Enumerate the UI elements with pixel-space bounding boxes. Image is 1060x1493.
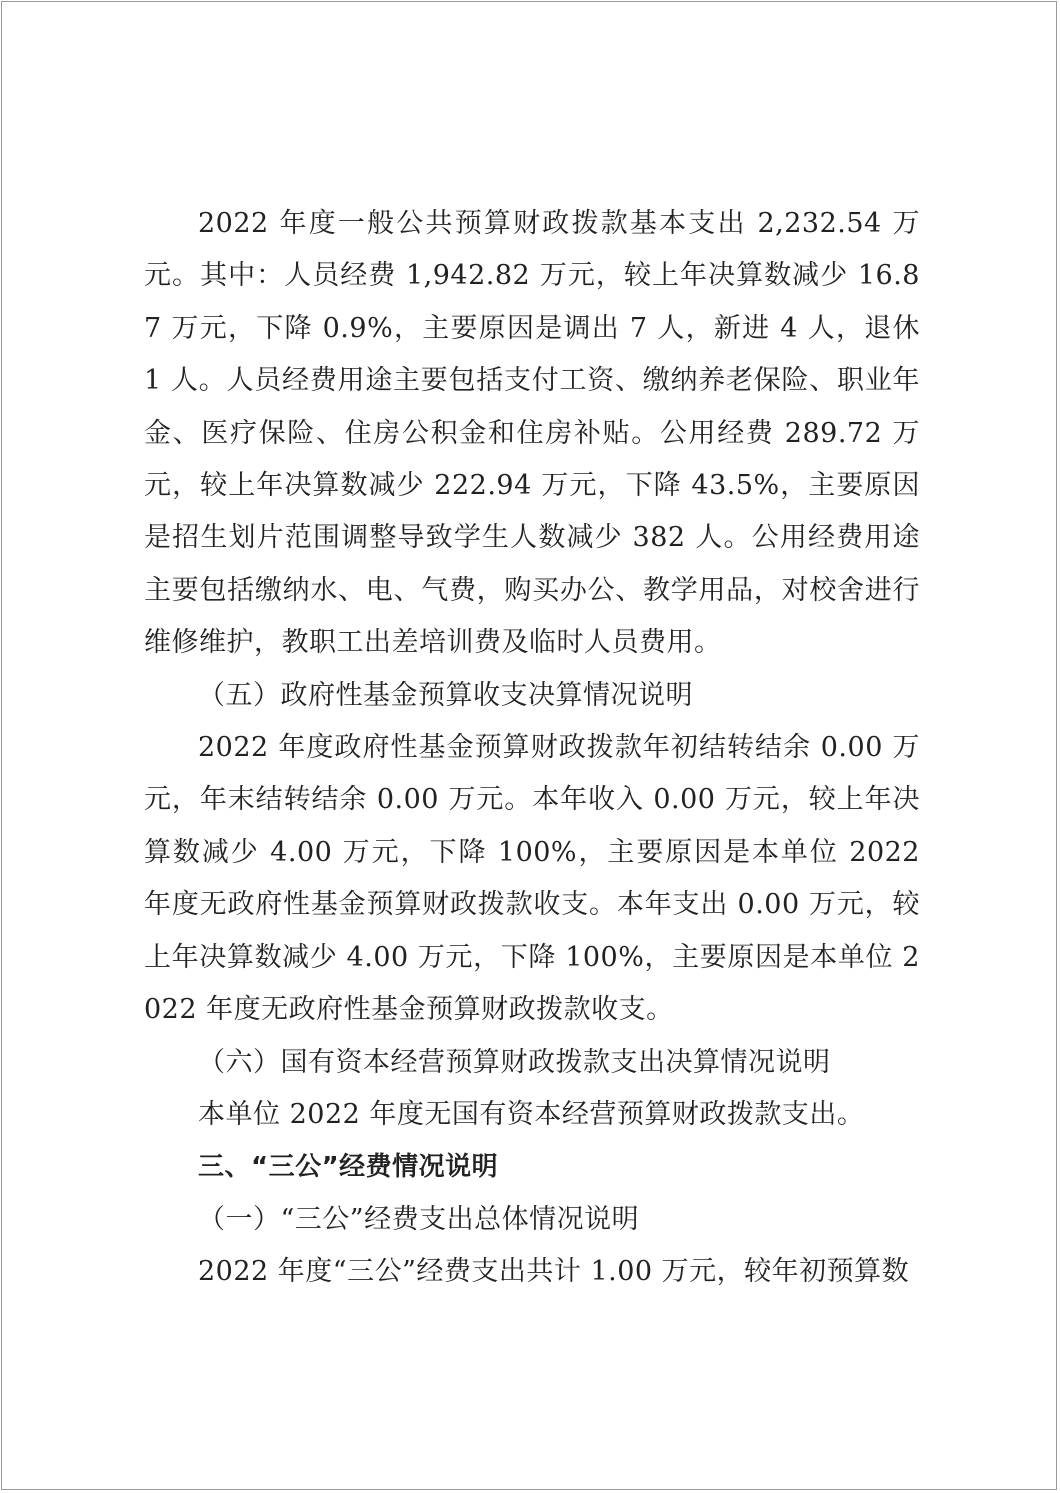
paragraph-basic-expenditure: 2022 年度一般公共预算财政拨款基本支出 2,232.54 万元。其中：人员经费 1,942.82 万元，较上年决算数减少 16.87 万元，下降 0.9%，主要原因是调出 7 人，新进 4 人，退休 1 人。人员经费用途主要包括支付工资、缴纳养老保险、职业年金、医疗保险、住房公积金和住房补贴。公用经费 289.72 万元，较上年决算数减少 222.94 万元，下降 43.5%，主要原因是招生划片范围调整导致学生人数减少 382 人。公用经费用途主要包括缴纳水、电、气费，购买办公、教学用品，对校舍进行维修维护，教职工出差培训费及临时人员费用。 [144,208,920,659]
section-heading-government-fund: （五）政府性基金预算收支决算情况说明 [198,679,693,711]
page-frame [1,1,1057,1490]
paragraph-government-fund: 2022 年度政府性基金预算财政拨款年初结转结余 0.00 万元，年末结转结余 0.00 万元。本年收入 0.00 万元，较上年决算数减少 4.00 万元，下降 100%，主要原因是本单位 2022 年度无政府性基金预算财政拨款收支。本年支出 0.00 万元，较上年决算数减少 4.00 万元，下降 100%，主要原因是本单位 2022 年度无政府性基金预算财政拨款收支。 [144,732,920,1026]
document-body [144,198,920,1299]
section-heading-three-public-overview: （一）“三公”经费支出总体情况说明 [198,1203,640,1235]
chapter-heading-three-public: 三、“三公”经费情况说明 [198,1152,499,1183]
paragraph-three-public-overview: 2022 年度“三公”经费支出共计 1.00 万元，较年初预算数 [198,1256,910,1288]
paragraph-state-capital: 本单位 2022 年度无国有资本经营预算财政拨款支出。 [198,1098,865,1130]
section-heading-state-capital: （六）国有资本经营预算财政拨款支出决算情况说明 [198,1046,831,1078]
